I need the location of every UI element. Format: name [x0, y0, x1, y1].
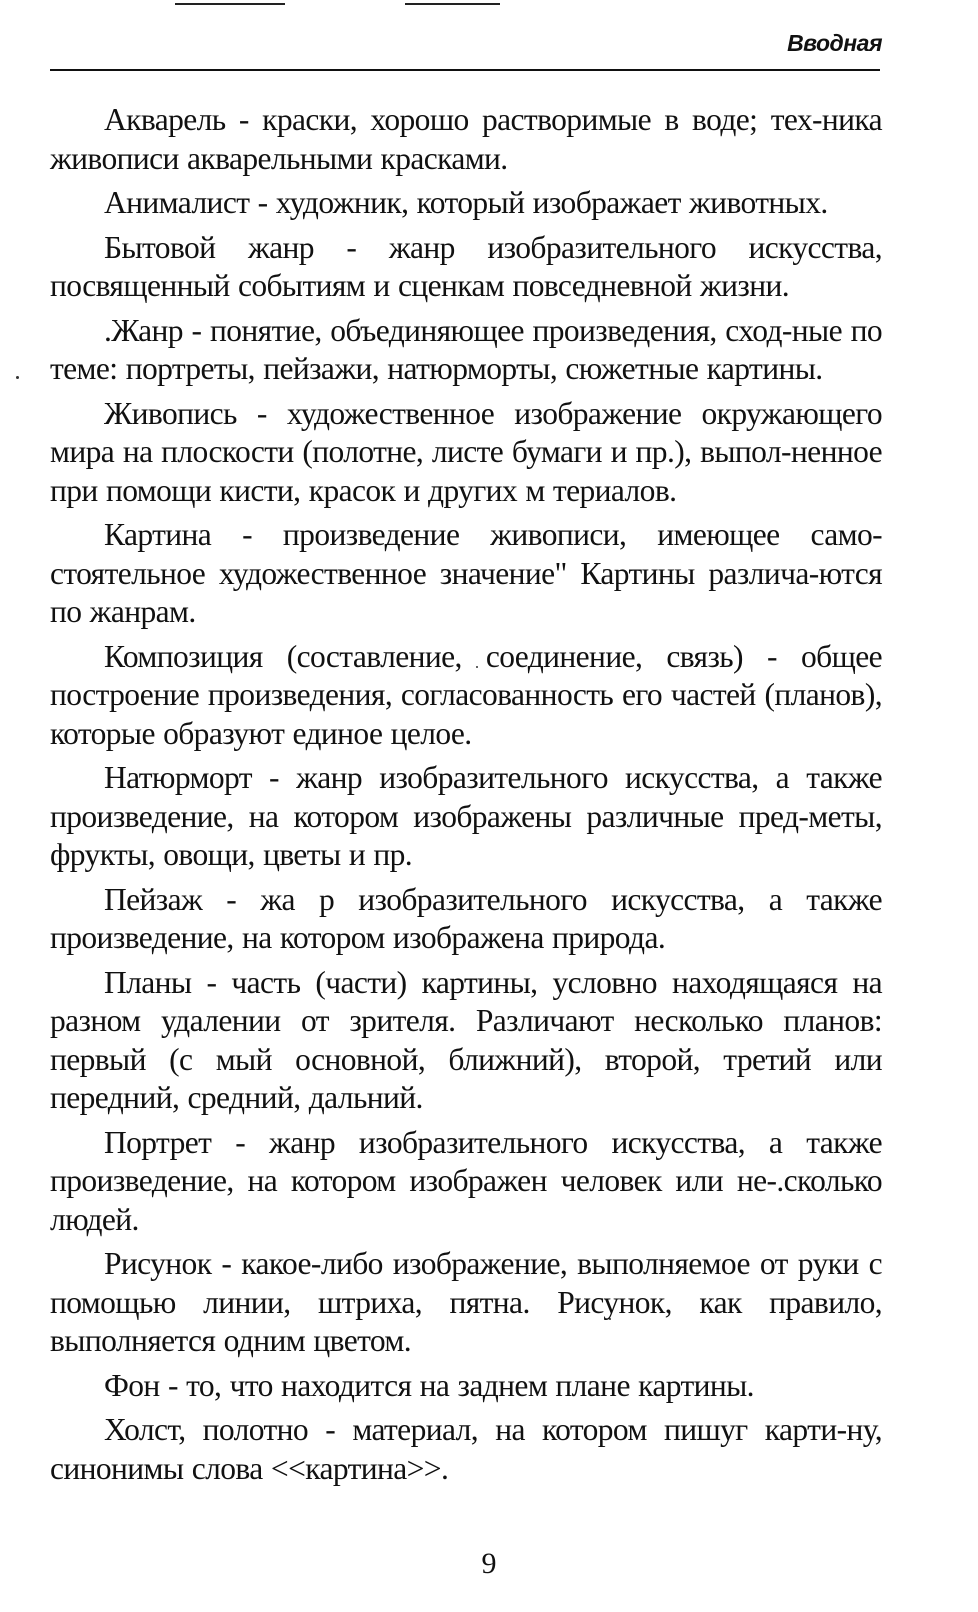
glossary-entry: Картина - произведение живописи, имеющее само-стоятельное художественное значение" Картины различа-ются по жанрам.	[50, 517, 882, 629]
glossary-entry: Акварель - краски, хорошо растворимые в воде; тех-ника живописи акварельными красками.	[50, 102, 882, 176]
running-head: Вводная	[787, 30, 882, 56]
glossary-entry: Фон - то, что находится на заднем плане картины.	[104, 1367, 754, 1403]
glossary-entry: Холст, полотно - материал, на котором пишуг карти-ну, синонимы слова <<картина>>.	[50, 1412, 882, 1486]
header-rule	[50, 69, 880, 71]
glossary-entry: Анималист - художник, который изображает животных.	[104, 185, 828, 220]
glossary-entry: Натюрморт - жанр изобразительного искусства, а также произведение, на котором изображены различные пред-меты, фрукты, овощи, цветы и пр.	[50, 760, 882, 872]
glossary-entry: Рисунок - какое-либо изображение, выполняемое от руки с помощью линии, штриха, пятна. Рисунок, как правило, выполняется одним цветом.	[50, 1246, 882, 1358]
glossary-entry: Живопись - художественное изображение окружающего мира на плоскости (полотне, листе бумаги и пр.), выпол-ненное при помощи кисти, красок и других м териалов.	[50, 395, 882, 508]
scan-artifact-dot	[16, 376, 19, 379]
glossary-body	[50, 101, 882, 1494]
scan-artifact-line	[405, 3, 500, 5]
glossary-entry: Портрет - жанр изобразительного искусства, а также произведение, на котором изображен человек или не-.сколько людей.	[50, 1124, 882, 1237]
scan-artifact-line	[175, 3, 285, 5]
glossary-entry: Планы - часть (части) картины, условно находящаяся на разном удалении от зрителя. Различают несколько планов: первый (с мый основной, ближний), второй, третий или передний, средний, дальний.	[50, 964, 882, 1115]
glossary-entry: .Жанр - понятие, объединяющее произведения, сход-ные по теме: портреты, пейзажи, натюрморты, сюжетные картины.	[50, 312, 882, 386]
page-number: 9	[481, 1547, 497, 1580]
glossary-entry: Бытовой жанр - жанр изобразительного искусства, посвященный событиям и сценкам повседневной жизни.	[50, 229, 882, 303]
glossary-entry: Композиция (составление, соединение, связь) - общее построение произведения, согласованность его частей (планов), которые образуют единое целое.	[50, 638, 882, 751]
glossary-entry: Пейзаж - жа р изобразительного искусства, а также произведение, на котором изображена природа.	[50, 881, 882, 955]
